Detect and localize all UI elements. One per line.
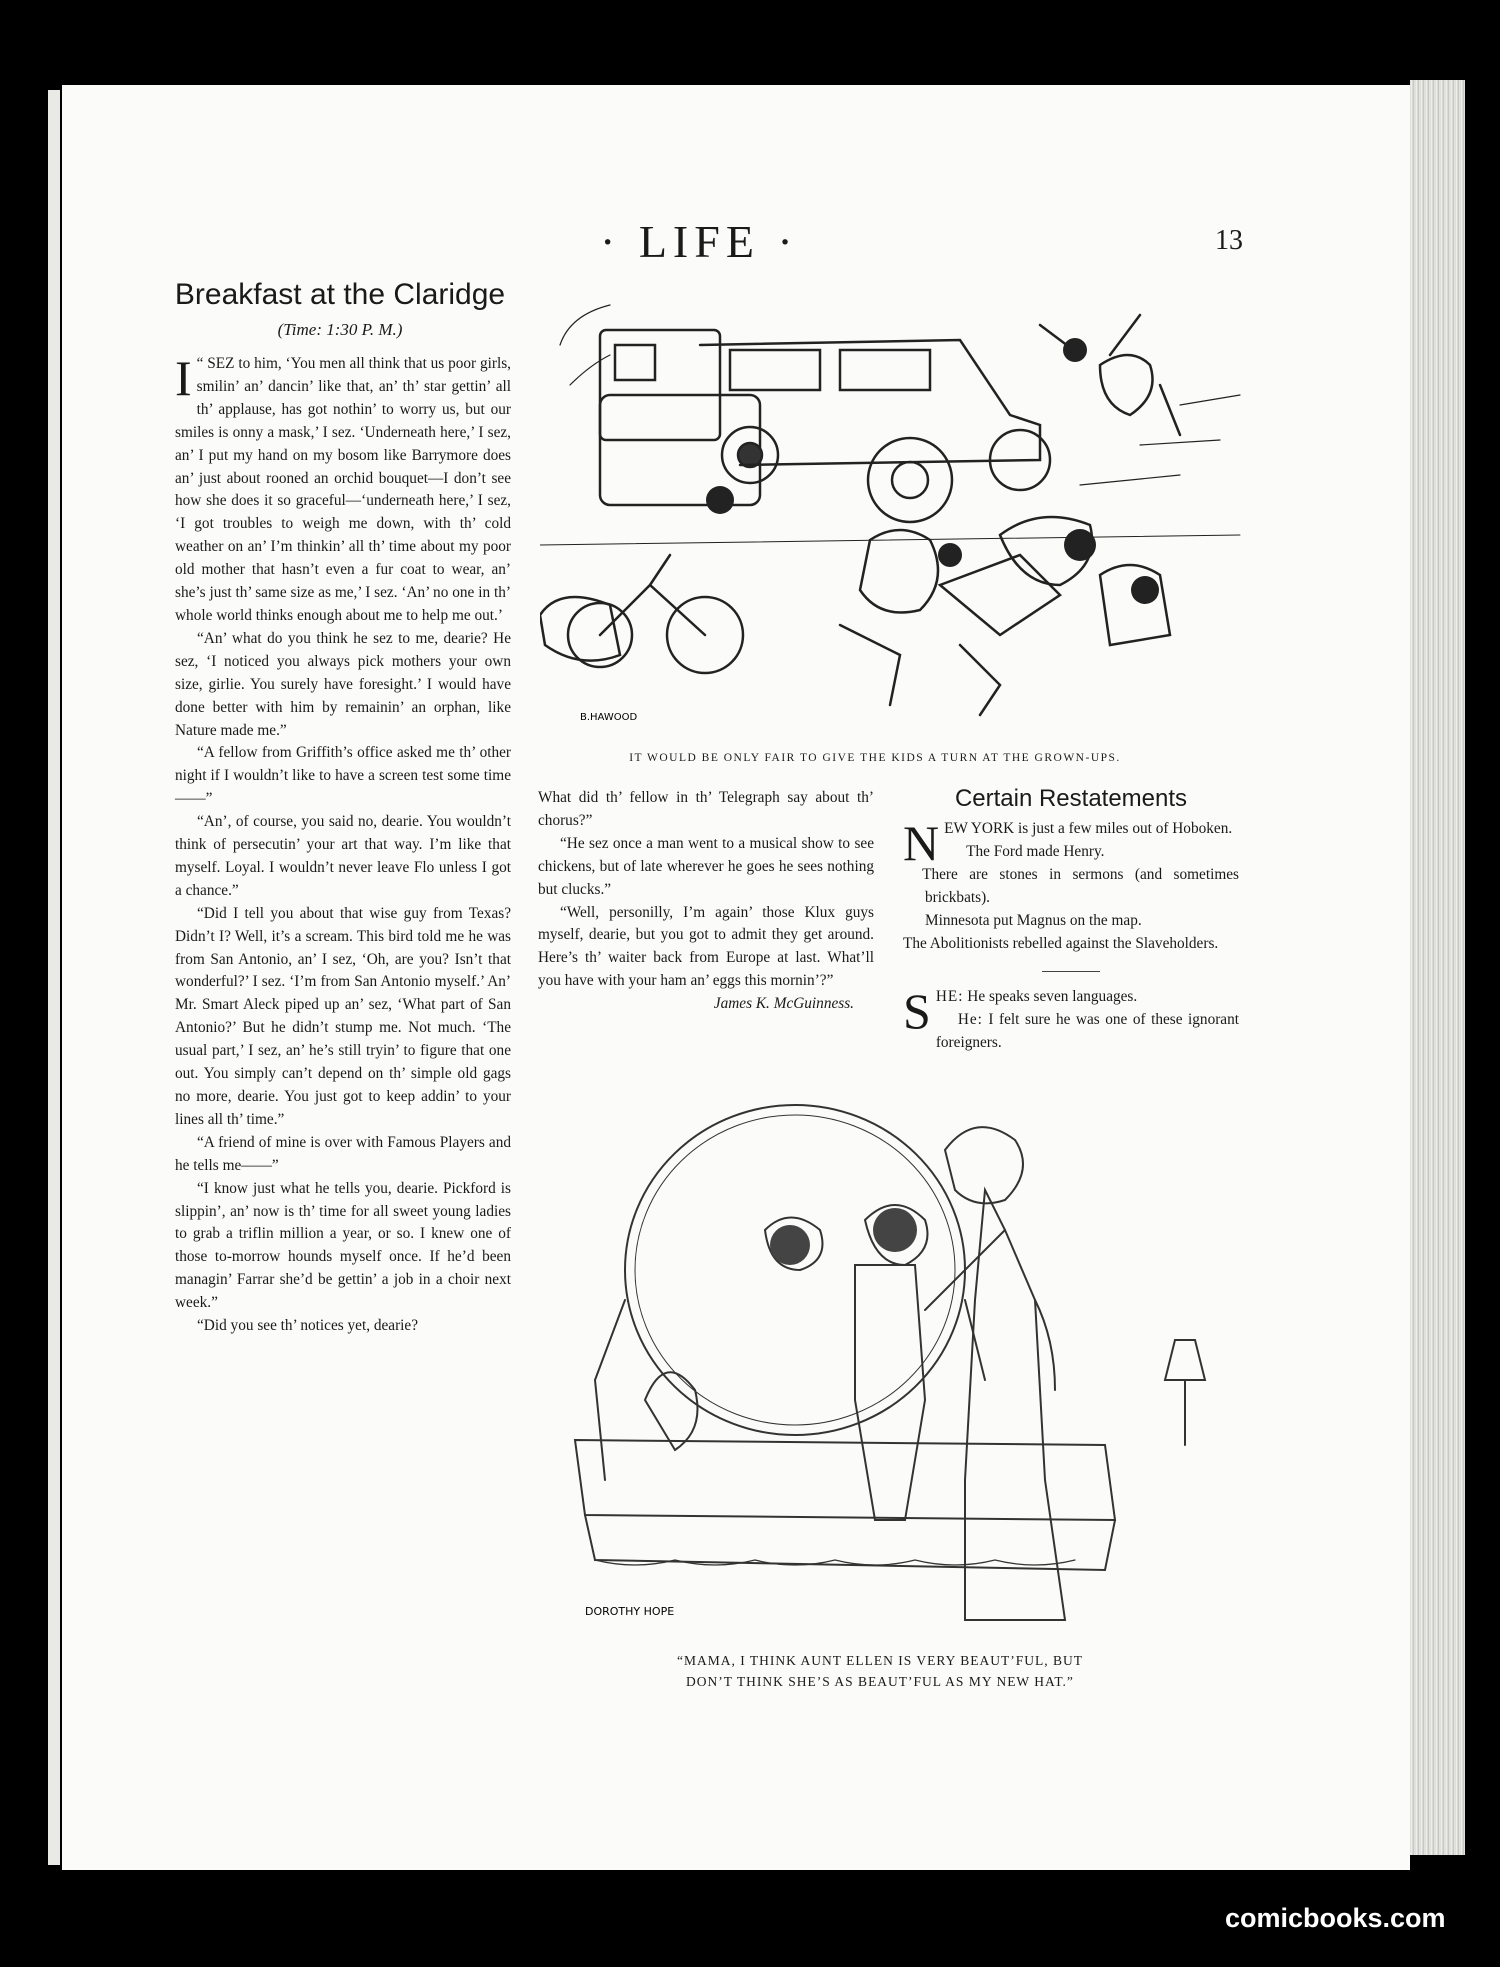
article-paragraph: “Did you see th’ notices yet, dearie? <box>197 1317 419 1335</box>
dropcap: I <box>175 350 192 406</box>
restatements-column <box>903 815 1239 1055</box>
magazine-header: · LIFE · <box>600 216 799 267</box>
page-stack-edges <box>1410 80 1465 1855</box>
artist-signature: B.HAWOOD <box>580 712 638 723</box>
article-column-2 <box>538 787 874 1016</box>
article-title: Breakfast at the Claridge <box>174 278 506 311</box>
mirror-hat-illustration <box>565 1100 1255 1635</box>
article-paragraph: “I know just what he tells you, dearie. Pickford is slippin’, an’ now is th’ time for all sweet young ladies to grab a triflin million a year, or so. I knew one of those to-morrow hounds myself once. If he’d been managin’ Farrar she’d be gettin’ a job in a choir next week.” <box>175 1179 511 1312</box>
article-paragraph: What did th’ fellow in th’ Telegraph say about th’ chorus?” <box>538 789 874 829</box>
dropcap: S <box>903 983 931 1040</box>
bottom-illustration-caption: “MAMA, I THINK AUNT ELLEN IS VERY BEAUT’FUL, BUT DON’T THINK SHE’S AS BEAUT’FUL AS MY NEW HAT.” <box>677 1653 1083 1689</box>
page-number: 13 <box>1215 225 1243 256</box>
article-paragraph: “ I SEZ to him, ‘You men all think that us poor girls, smilin’ an’ dancin’ like that, an’ th’ star gettin’ all th’ applause, has got nothin’ to worry us, but our smiles is onny a mask,’ I sez. ‘Underneath here,’ I sez, an’ I put my hand on my bosom like Barrymore does an’ just about rooned an orchid bouquet—I don’t see how she does it so graceful—‘underneath here,’ I sez, ‘I got troubles to weigh me down, with th’ cold weather on an’ I’m thinkin’ all th’ time about my poor old mother that hasn’t even a fur coat to wear, an’ she’s just th’ same size as me,’ I sez. ‘An’ no one in th’ whole world thinks enough about me to help me out.’ <box>175 350 511 624</box>
article-subtitle: (Time: 1:30 P. M.) <box>277 320 403 339</box>
section-divider <box>1042 971 1100 972</box>
artist-signature: DOROTHY HOPE <box>585 1605 675 1618</box>
article-paragraph: “He sez once a man went to a musical show to see chickens, but of late wherever he goes he sees nothing but clucks.” <box>538 834 874 898</box>
top-illustration-caption: IT WOULD BE ONLY FAIR TO GIVE THE KIDS A TURN AT THE GROWN-UPS. <box>629 752 1121 764</box>
restatement-line: The Ford made Henry. <box>966 842 1105 860</box>
article-paragraph: “Well, personilly, I’m again’ those Klux guys myself, dearie, but you got to admit they get around. Here’s th’ waiter back from Europe at last. What’ll you have with your ham an’ eggs this mornin’?” <box>538 903 874 990</box>
site-watermark: comicbooks.com <box>1225 1903 1446 1933</box>
article-paragraph: “A fellow from Griffith’s office asked me th’ other night if I wouldn’t like to have a screen test some time——” <box>175 744 511 808</box>
article-paragraph: “An’, of course, you said no, dearie. You wouldn’t think of persecutin’ your art that way. I’m like that myself. Loyal. I wouldn’t never leave Flo unless I got a chance.” <box>175 813 511 899</box>
joke-line: He: I felt sure he was one of these ignorant foreigners. <box>935 1011 1239 1052</box>
dropcap: N <box>903 815 940 871</box>
joke-line: SHE: He speaks seven languages. <box>903 983 1138 1040</box>
article-column-1 <box>175 350 511 1338</box>
article-paragraph: “An’ what do you think he sez to me, dearie? He sez, ‘I noticed you always pick mothers your own size, girlie. You surely have foresight.’ I would have done better with him by remainin’ an orphan, like Nature made me.” <box>175 629 511 739</box>
restatements-title: Certain Restatements <box>954 785 1188 812</box>
restatement-line: There are stones in sermons (and sometimes brickbats). <box>922 865 1239 906</box>
article-paragraph: “A friend of mine is over with Famous Players and he tells me——” <box>175 1133 511 1174</box>
article-signature: James K. McGuinness. <box>713 995 854 1013</box>
restatement-line: NEW YORK is just a few miles out of Hoboken. <box>903 815 1233 871</box>
facing-page-sliver <box>48 90 60 1865</box>
traffic-cartoon-illustration <box>540 285 1252 740</box>
restatement-line: The Abolitionists rebelled against the Slaveholders. <box>903 934 1219 952</box>
article-paragraph: “Did I tell you about that wise guy from Texas? Didn’t I? Well, it’s a scream. This bird told me he was from San Antonio, an’ I sez, ‘Oh, are you? Isn’t that wonderful?’ I sez. ‘I’m from San Antonio myself.’ An’ Mr. Smart Aleck piped up an’ sez, ‘What part of San Antonio?’ But he didn’t stump me. Not much. ‘The usual part,’ I sez, an’ he’s still tryin’ to figure that one out. You simply can’t depend on th’ simple old gags no more, dearie. You just got to keep addin’ to your lines all th’ time.” <box>175 904 511 1128</box>
restatement-line: Minnesota put Magnus on the map. <box>925 911 1142 929</box>
